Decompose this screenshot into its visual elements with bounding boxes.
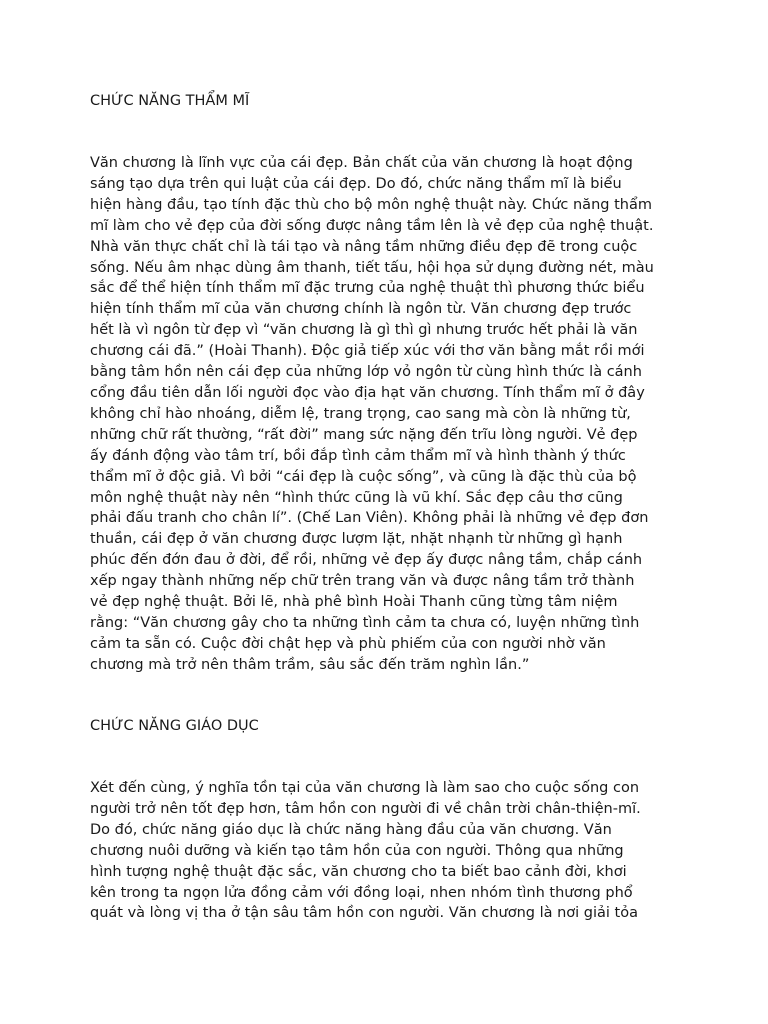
paragraph-line: những chữ rất thường, “rất đời” mang sức nặng đến trĩu lòng người. Vẻ đẹp [90, 426, 638, 443]
paragraph-line: không chỉ hào nhoáng, diễm lệ, trang trọng, cao sang mà còn là những từ, [90, 405, 631, 422]
paragraph-line: quát và lòng vị tha ở tận sâu tâm hồn con người. Văn chương là nơi giải tỏa [90, 905, 638, 922]
paragraph-line: sáng tạo dựa trên qui luật của cái đẹp. Do đó, chức năng thẩm mĩ là biểu [90, 175, 622, 192]
paragraph-line: phúc đến đớn đau ở đời, để rồi, những vẻ đẹp ấy được nâng tầm, chắp cánh [90, 552, 643, 569]
paragraph-line: sắc để thể hiện tính thẩm mĩ đặc trưng của nghệ thuật thì phương thức biểu [90, 280, 645, 297]
paragraph-line: mĩ làm cho vẻ đẹp của đời sống được nâng tầm lên là vẻ đẹp của nghệ thuật. [90, 217, 654, 234]
paragraph-line: Xét đến cùng, ý nghĩa tồn tại của văn chương là làm sao cho cuộc sống con [90, 780, 640, 796]
paragraph-line: người trở nên tốt đẹp hơn, tâm hồn con người đi về chân trời chân-thiện-mĩ. [90, 800, 641, 817]
paragraph-line: chương mà trở nên thâm trầm, sâu sắc đến trăm nghìn lần.” [90, 656, 530, 673]
paragraph-line: bằng tâm hồn nên cái đẹp của những lớp vỏ ngôn từ cùng hình thức là cánh [90, 364, 642, 381]
paragraph-line: Do đó, chức năng giáo dục là chức năng hàng đầu của văn chương. Văn [90, 821, 612, 838]
section-heading-aesthetic: CHỨC NĂNG THẨM MĨ [90, 93, 250, 109]
section-paragraph-education [90, 778, 641, 924]
paragraph-line: hiện hàng đầu, tạo tính đặc thù cho bộ môn nghệ thuật này. Chức năng thẩm [90, 196, 652, 213]
paragraph-line: phải đấu tranh cho chân lí”. (Chế Lan Viên). Không phải là những vẻ đẹp đơn [90, 510, 649, 527]
paragraph-line: chương nuôi dưỡng và kiến tạo tâm hồn của con người. Thông qua những [90, 842, 624, 859]
paragraph-line: thẩm mĩ ở độc giả. Vì bởi “cái đẹp là cuộc sống”, và cũng là đặc thù của bộ [90, 468, 637, 485]
paragraph-line: Văn chương là lĩnh vực của cái đẹp. Bản chất của văn chương là hoạt động [90, 155, 633, 171]
paragraph-line: kên trong ta ngọn lửa đồng cảm với đồng loại, nhen nhóm tình thương phổ [90, 884, 633, 901]
paragraph-line: hiện tính thẩm mĩ của văn chương chính là ngôn từ. Văn chương đẹp trước [90, 301, 632, 318]
paragraph-line: cảm ta sẵn có. Cuộc đời chật hẹp và phù phiếm của con người nhờ văn [90, 635, 606, 652]
paragraph-line: hết là vì ngôn từ đẹp vì “văn chương là gì thì gì nhưng trước hết phải là văn [90, 322, 638, 339]
paragraph-line: hình tượng nghệ thuật đặc sắc, văn chương cho ta biết bao cảnh đời, khơi [90, 863, 627, 880]
paragraph-line: xếp ngay thành những nếp chữ trên trang văn và được nâng tầm trở thành [90, 573, 635, 590]
paragraph-line: sống. Nếu âm nhạc dùng âm thanh, tiết tấu, hội họa sử dụng đường nét, màu [90, 259, 654, 276]
paragraph-line: môn nghệ thuật này nên “hình thức cũng là vũ khí. Sắc đẹp câu thơ cũng [90, 489, 623, 506]
paragraph-line: chương cái đã.” (Hoài Thanh). Độc giả tiếp xúc với thơ văn bằng mắt rồi mới [90, 343, 645, 360]
paragraph-line: ấy đánh động vào tâm trí, bồi đắp tình cảm thẩm mĩ và hình thành ý thức [90, 447, 626, 464]
paragraph-line: thuần, cái đẹp ở văn chương được lượm lặt, nhặt nhạnh từ những gì hạnh [90, 531, 623, 548]
paragraph-line: Nhà văn thực chất chỉ là tái tạo và nâng tầm những điều đẹp đẽ trong cuộc [90, 238, 638, 255]
section-paragraph-aesthetic [90, 153, 654, 676]
paragraph-line: rằng: “Văn chương gây cho ta những tình cảm ta chưa có, luyện những tình [90, 614, 640, 631]
paragraph-line: cổng đầu tiên dẫn lối người đọc vào địa hạt văn chương. Tính thẩm mĩ ở đây [90, 384, 645, 401]
paragraph-line: vẻ đẹp nghệ thuật. Bởi lẽ, nhà phê bình Hoài Thanh cũng từng tâm niệm [90, 594, 618, 611]
section-heading-education: CHỨC NĂNG GIÁO DỤC [90, 718, 259, 734]
